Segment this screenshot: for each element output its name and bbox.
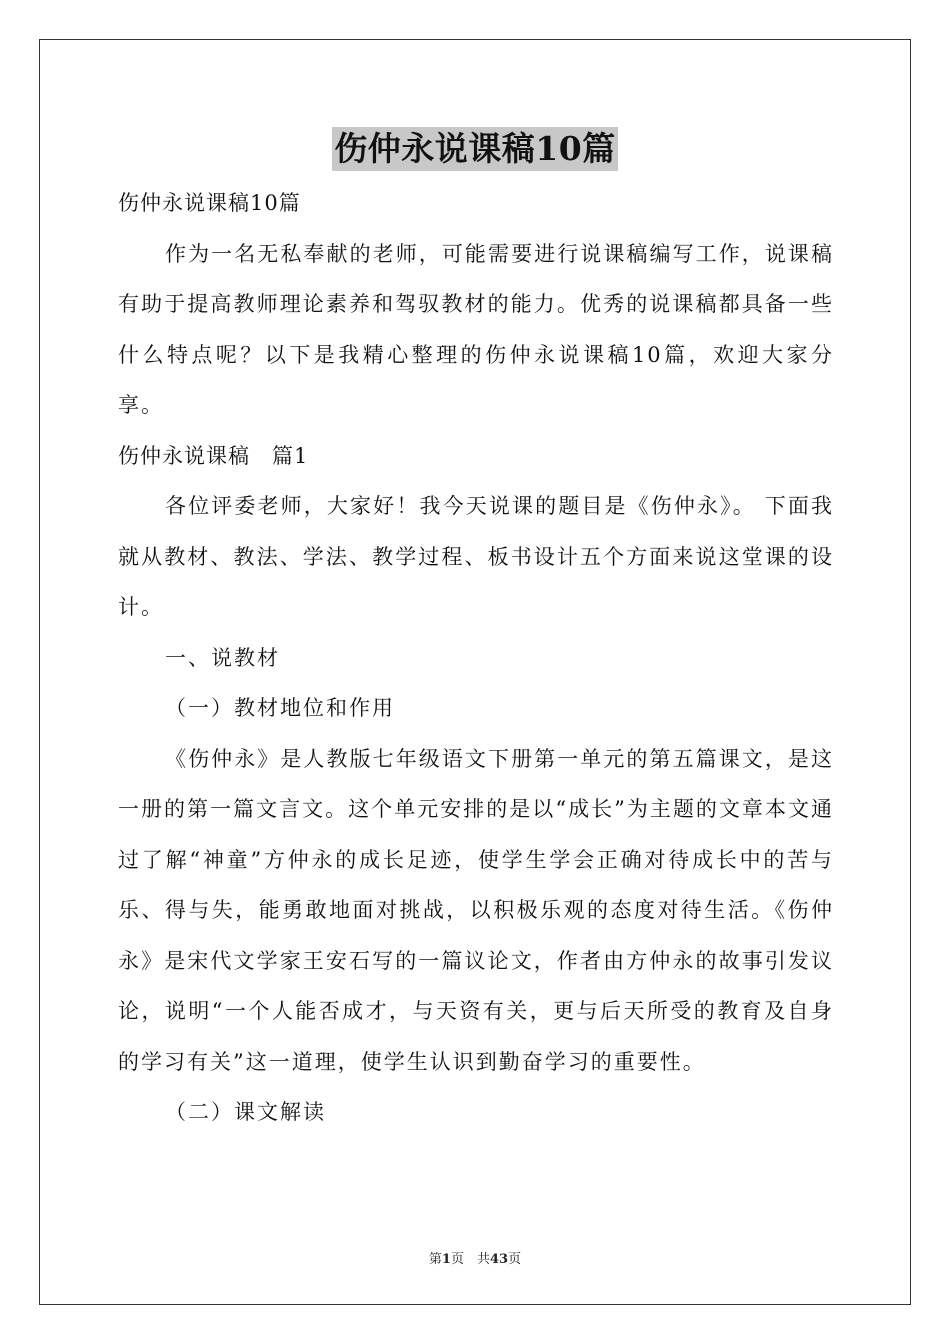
material-description-paragraph: 《伤仲永》是人教版七年级语文下册第一单元的第五篇课文，是这一册的第一篇文言文。这个单元安排的是以“成长”为主题的文章本文通过了解“神童”方仲永的成长足迹，使学生学会正确对待成长中的苦与乐、得与失，能勇敢地面对挑战，以积极乐观的态度对待生活。《伤仲永》是宋代文学家王安石写的一篇议论文，作者由方仲永的故事引发议论，说明“一个人能否成才，与天资有关，更与后天所受的教育及自身的学习有关”这一道理，使学生认识到勤奋学习的重要性。 [118, 746, 834, 1074]
footer-middle: 页 共 [450, 1252, 490, 1267]
document-subtitle: 伤仲永说课稿10篇 [118, 191, 301, 215]
subsection-heading-text-interpretation: （二）课文解读 [165, 1100, 326, 1124]
subsection-heading-teaching-material: 一、说教材 [165, 645, 280, 670]
document-body [118, 178, 834, 1138]
section-heading-1: 伤仲永说课稿 篇1 [118, 443, 309, 468]
title-container [0, 127, 950, 171]
intro-paragraph: 作为一名无私奉献的老师，可能需要进行说课稿编写工作，说课稿有助于提高教师理论素养和驾驭教材的能力。优秀的说课稿都具备一些什么特点呢？以下是我精心整理的伤仲永说课稿10篇，欢迎大家分享。 [118, 241, 834, 417]
footer-prefix: 第 [428, 1252, 442, 1267]
footer-page-number: 1 [441, 1252, 451, 1267]
greeting-paragraph: 各位评委老师，大家好！我今天说课的题目是《伤仲永》。 下面我就从教材、教法、学法、教学过程、板书设计五个方面来说这堂课的设计。 [118, 494, 834, 619]
subsection-heading-status-role: （一）教材地位和作用 [165, 696, 395, 720]
footer-suffix: 页 [508, 1252, 522, 1267]
page-footer [0, 1248, 950, 1267]
document-title: 伤仲永说课稿10篇 [332, 127, 617, 171]
footer-total-pages: 43 [489, 1252, 509, 1267]
